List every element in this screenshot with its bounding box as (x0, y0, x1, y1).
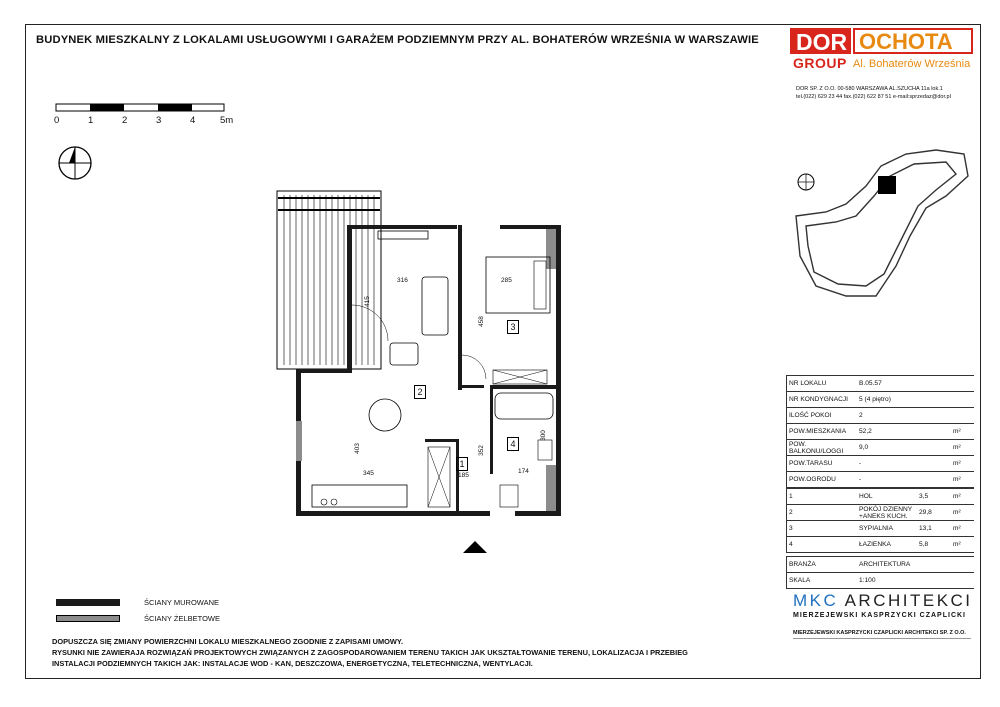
room-unit: m² (951, 505, 974, 521)
architect-names: MIERZEJEWSKI KASPRZYCKI CZAPLICKI (793, 612, 967, 619)
room-no: 3 (787, 521, 858, 537)
scale-label-5: 5m (220, 115, 234, 126)
dim-403: 403 (353, 443, 361, 454)
scale-label-0: 0 (54, 115, 60, 126)
logo-group: GROUP (793, 55, 847, 71)
info-row (787, 408, 975, 424)
info-row (787, 440, 975, 456)
room-row (787, 489, 975, 505)
room-name: POKÓJ DZIENNY +ANEKS KUCH. (857, 505, 917, 521)
info-row (787, 376, 975, 392)
info-unit: m² (951, 456, 974, 472)
legend-masonry-label: ŚCIANY MUROWANE (144, 598, 220, 607)
room-number-3: 3 (507, 320, 519, 334)
north-arrow-icon (56, 144, 94, 182)
dim-174: 174 (518, 468, 529, 475)
info-value: 2 (857, 408, 951, 424)
info-unit (951, 376, 974, 392)
logo-ochota: OCHOTA (853, 28, 973, 54)
info-unit: m² (951, 440, 974, 456)
room-no: 4 (787, 537, 858, 553)
balcony-decking (284, 195, 374, 365)
room-number-4: 4 (507, 437, 519, 451)
info-value: B.05.57 (857, 376, 951, 392)
dim-285: 285 (501, 277, 512, 284)
legend-concrete-swatch (56, 615, 120, 622)
skala-label: SKALA (787, 573, 858, 589)
room-area: 5,8 (917, 537, 951, 553)
room-no: 1 (787, 489, 858, 505)
room-no: 2 (787, 505, 858, 521)
dim-415: 415 (363, 296, 371, 307)
branza-label: BRANŻA (787, 557, 858, 573)
logo-dor: DOR (790, 28, 851, 54)
info-value: - (857, 472, 951, 488)
rooms-table (786, 488, 974, 553)
floor-plan (270, 185, 580, 555)
architect-company: MIERZEJEWSKI KASPRZYCKI CZAPLICKI ARCHITEKCI SP. Z O.O. (793, 630, 966, 636)
room-row (787, 521, 975, 537)
note-line-2: RYSUNKI NIE ZAWIERAJA ROZWIĄZAŃ PROJEKTOWYCH ZWIĄZANYCH Z ZAGOSPODAROWANIEM TERENU TAKICH JAK UKSZTAŁTOWANIE TERENU, LOKALIZACJA I PRZEBIEG (52, 648, 688, 657)
info-label: NR LOKALU (787, 376, 858, 392)
room-area: 13,1 (917, 521, 951, 537)
logo-subtitle: Al. Bohaterów Września (853, 58, 971, 70)
info-unit: m² (951, 472, 974, 488)
company-address: DOR SP. Z O.O. 00-580 WARSZAWA AL.SZUCHA 11a lok.1 (796, 86, 943, 92)
room-unit: m² (951, 537, 974, 553)
dim-185: 185 (458, 472, 469, 479)
room-name: HOL (857, 489, 917, 505)
architect-logo-mkc: MKC (793, 591, 839, 610)
legend-concrete-label: ŚCIANY ŻELBETOWE (144, 614, 220, 623)
key-plan (786, 146, 974, 306)
apartment-info-table (786, 375, 974, 488)
info-row (787, 472, 975, 488)
dim-316: 316 (397, 277, 408, 284)
info-label: POW.OGRODU (787, 472, 858, 488)
info-value: 5 (4 piętro) (857, 392, 951, 408)
company-contact: tel.(022) 629 23 44 fax.(022) 622 87 51 e-mail:sprzedaz@dor.pl (796, 94, 951, 100)
dim-345: 345 (363, 470, 374, 477)
room-area: 3,5 (917, 489, 951, 505)
legend-masonry-swatch (56, 599, 120, 606)
scale-label-1: 1 (88, 115, 94, 126)
room-number-2: 2 (414, 385, 426, 399)
room-name: ŁAZIENKA (857, 537, 917, 553)
info-unit: m² (951, 424, 974, 440)
info-value: 9,0 (857, 440, 951, 456)
scale-label-4: 4 (190, 115, 196, 126)
room-row (787, 537, 975, 553)
meta-table (786, 556, 974, 589)
room-name: SYPIALNIA (857, 521, 917, 537)
info-row (787, 392, 975, 408)
info-value: 52,2 (857, 424, 951, 440)
room-number-1: 1 (456, 457, 468, 471)
info-label: POW. BALKONU/LOGGI (787, 440, 858, 456)
room-unit: m² (951, 521, 974, 537)
info-row (787, 456, 975, 472)
info-unit (951, 408, 974, 424)
skala-value: 1:100 (857, 573, 974, 589)
scale-label-2: 2 (122, 115, 128, 126)
architect-logo-architekci: ARCHITEKCI (844, 591, 973, 610)
scale-label-3: 3 (156, 115, 162, 126)
branza-row (787, 557, 975, 573)
room-unit: m² (951, 489, 974, 505)
info-label: ILOŚĆ POKOI (787, 408, 858, 424)
info-label: POW.TARASU (787, 456, 858, 472)
dim-458: 458 (477, 316, 485, 327)
page-title: BUDYNEK MIESZKALNY Z LOKALAMI USŁUGOWYMI I GARAŻEM PODZIEMNYM PRZY AL. BOHATERÓW WRZEŚNIA W WARSZAWIE (36, 34, 759, 46)
note-line-1: DOPUSZCZA SIĘ ZMIANY POWIERZCHNI LOKALU MIESZKALNEGO ZGODNIE Z ZAPISAMI UMOWY. (52, 637, 404, 646)
room-area: 29,8 (917, 505, 951, 521)
room-row (787, 505, 975, 521)
architect-logo (793, 591, 973, 611)
dim-352: 352 (477, 445, 485, 456)
dim-300: 300 (539, 430, 547, 441)
info-label: NR KONDYGNACJI (787, 392, 858, 408)
branza-value: ARCHITEKTURA (857, 557, 974, 573)
skala-row (787, 573, 975, 589)
note-line-3: INSTALACJI PODZIEMNYCH TAKICH JAK: INSTALACJE WOD - KAN, DESZCZOWA, ENERGETYCZNA, TELETECHNICZNA, WENTYLACJI. (52, 659, 533, 668)
info-row (787, 424, 975, 440)
info-label: POW.MIESZKANIA (787, 424, 858, 440)
info-value: - (857, 456, 951, 472)
architect-fine-print (793, 638, 971, 653)
info-unit (951, 392, 974, 408)
